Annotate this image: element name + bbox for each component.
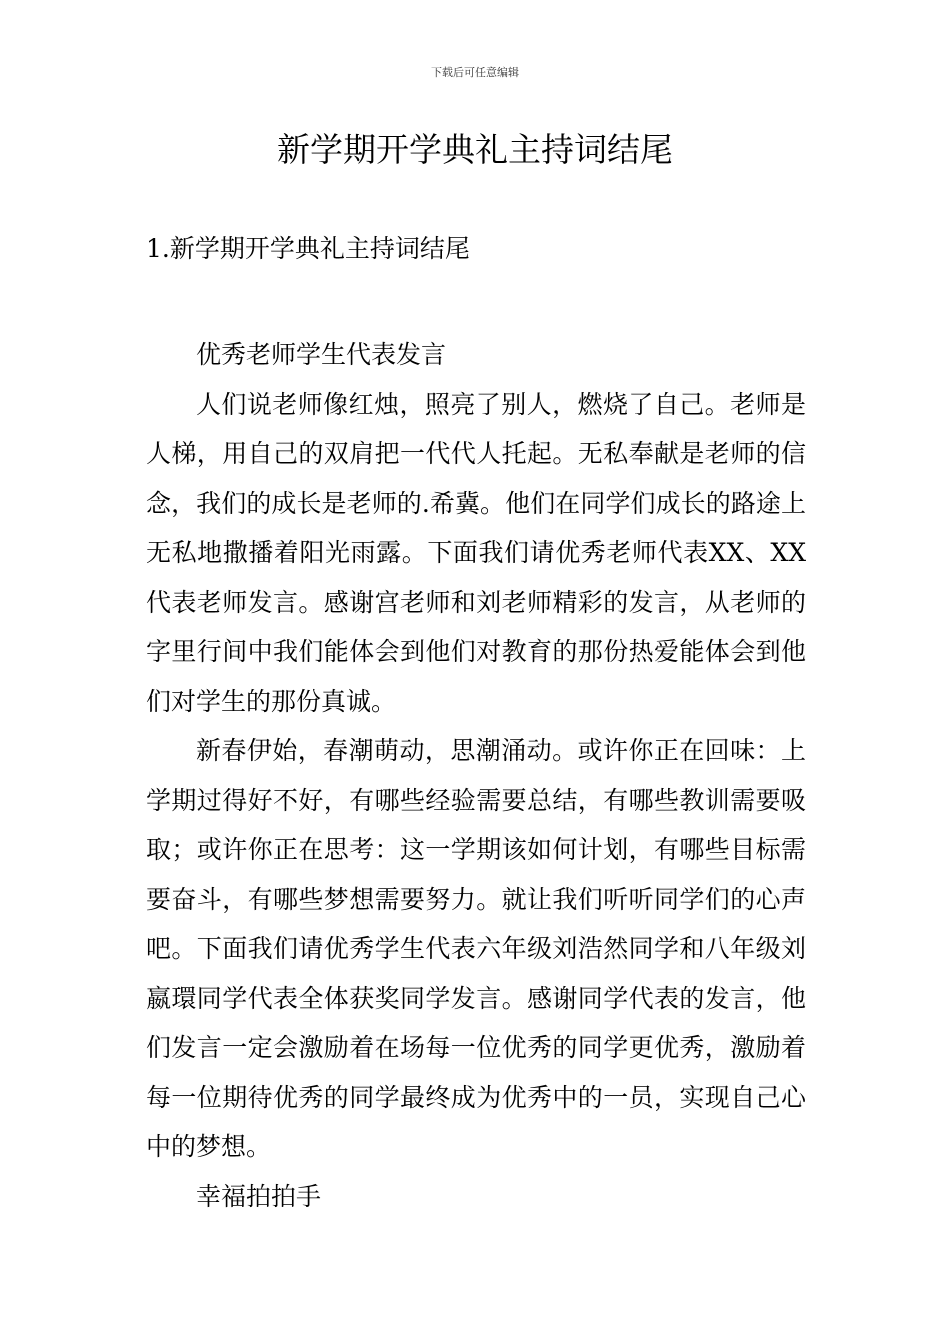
paragraph-teacher-intro: 人们说老师像红烛，照亮了别人，燃烧了自己。老师是人梯，用自己的双肩把一代代人托起。无私奉献是老师的信念，我们的成长是老师的.希冀。他们在同学们成长的路途上无私地撒播着阳光雨露。下面我们请优秀老师代表XX、XX代表老师发言。感谢宫老师和刘老师精彩的发言，从老师的字里行间中我们能体会到他们对教育的那份热爱能体会到他们对学生的那份真诚。 [146,389,806,716]
document-body [146,330,806,1221]
subheading-teacher-speech: 优秀老师学生代表发言 [196,340,447,369]
paragraph-student-intro: 新春伊始，春潮萌动，思潮涌动。或许你正在回味：上学期过得好不好，有哪些经验需要总结，有哪些教训需要吸取；或许你正在思考：这一学期该如何计划，有哪些目标需要奋斗，有哪些梦想需要努力。就让我们听听同学们的心声吧。下面我们请优秀学生代表六年级刘浩然同学和八年级刘嬴環同学代表全体获奖同学发言。感谢同学代表的发言，他们发言一定会激励着在场每一位优秀的同学更优秀，激励着每一位期待优秀的同学最终成为优秀中的一员，实现自己心中的梦想。 [146,736,806,1161]
page-header-note: 下载后可任意编辑 [431,66,519,79]
section-heading: 1.新学期开学典礼主持词结尾 [146,234,470,263]
subheading-clap: 幸福拍拍手 [196,1181,322,1211]
document-title: 新学期开学典礼主持词结尾 [277,130,673,169]
